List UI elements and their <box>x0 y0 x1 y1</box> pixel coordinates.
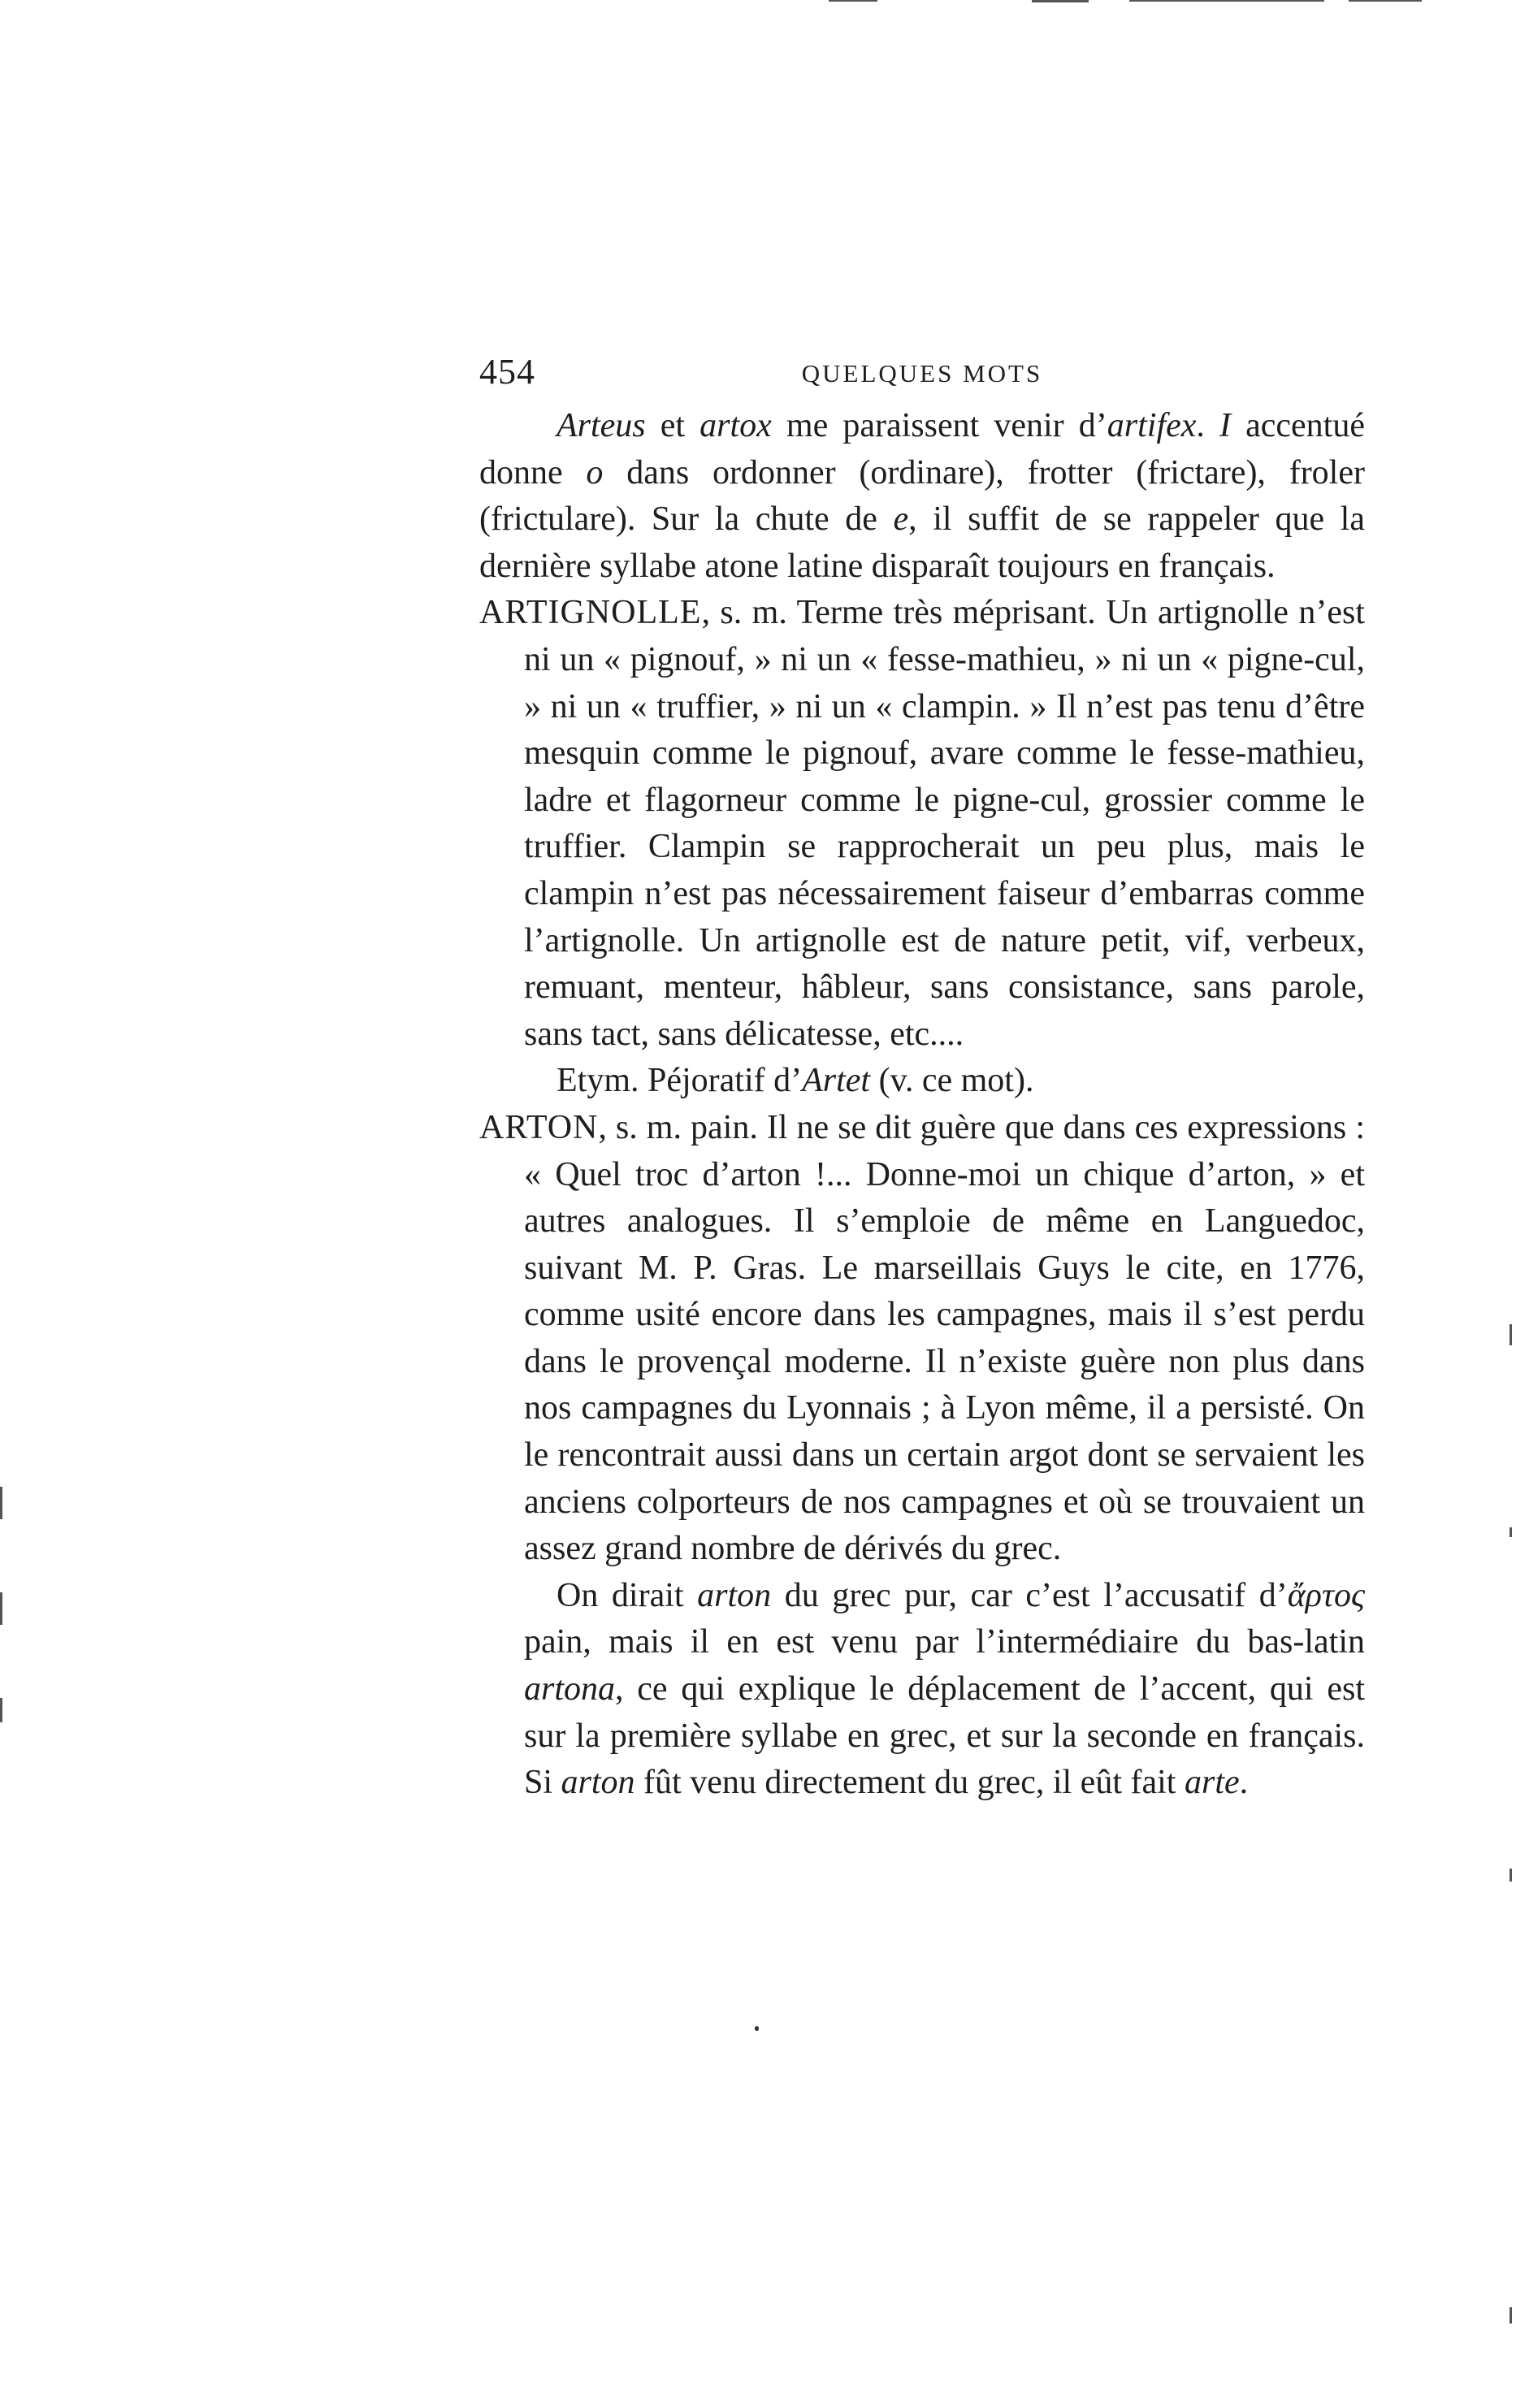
scan-artifact <box>1349 0 1422 2</box>
paragraph-arton-origin <box>479 1573 1365 1807</box>
entry-headword: ARTON <box>479 1108 599 1146</box>
scan-artifact <box>0 1698 2 1722</box>
scan-artifact <box>0 1592 2 1625</box>
text-run: , ce qui explique le déplacement de l’accent, qui est sur la première syllabe en grec, et sur la seconde en français. Si <box>524 1670 1365 1802</box>
italic-word: e <box>893 500 909 539</box>
italic-word: arte <box>1184 1764 1240 1802</box>
greek-word: ἄρτος <box>1287 1576 1366 1614</box>
scan-artifact <box>1510 1869 1512 1882</box>
italic-word: I <box>1219 407 1232 444</box>
entry-headword: ARTIGNOLLE <box>479 594 702 632</box>
text-run: fût venu directement du grec, il eût fait <box>635 1764 1185 1802</box>
entry-definition: , s. m. pain. Il ne se dit guère que dans ces expressions : « Quel troc d’arton !... Donne-moi un chique d’arton, » et autres analogues. Il s’emploie de même en Languedoc, suivant M. P. Gras. Le marseillais Guys le cite, en 1776, comme usité encore dans les campagnes, mais il s’est perdu dans le provençal moderne. Il n’existe guère non plus dans nos campagnes du Lyonnais ; à Lyon même, il a persisté. On le rencontrait aussi dans un certain argot dont se servaient les anciens colporteurs de nos campagnes et où se trouvaient un assez grand nombre de dérivés du grec. <box>524 1108 1365 1568</box>
scan-artifact <box>1129 0 1324 2</box>
dictionary-entry-artignolle <box>479 590 1365 1058</box>
entry-definition: , s. m. Terme très méprisant. Un artignolle n’est ni un « pignouf, » ni un « fesse-mathieu, » ni un « pigne-cul, » ni un « truffier, » ni un « clampin. » Il n’est pas tenu d’être mesquin comme le pignouf, avare comme le fesse-mathieu, ladre et flagorneur comme le pigne-cul, grossier comme le truffier. Clampin se rapprocherait un peu plus, mais le clampin n’est pas nécessairement faiseur d’embarras comme l’artignolle. Un artignolle est de nature petit, vif, verbeux, remuant, menteur, hâbleur, sans consistance, sans parole, sans tact, sans délicatesse, etc.... <box>524 594 1365 1053</box>
text-run: (v. ce mot). <box>870 1062 1034 1100</box>
text-run: et <box>645 407 700 444</box>
text-run: du grec pur, car c’est l’accusatif d’ <box>771 1576 1288 1614</box>
scan-artifact <box>829 0 877 2</box>
italic-word: arton <box>697 1576 772 1614</box>
scan-artifact <box>1510 2307 1512 2324</box>
page-number: 454 <box>479 352 535 392</box>
scan-artifact <box>1032 0 1089 2</box>
scan-artifact <box>0 1487 2 1519</box>
text-run: Etym. Péjoratif d’ <box>557 1062 803 1100</box>
text-run: pain, mais il en est venu par l’intermédiaire du bas-latin <box>524 1623 1365 1661</box>
text-run: , il suffit de se rappeler que la dernière syllabe atone latine disparaît toujours en français. <box>479 500 1365 585</box>
italic-word: artona <box>524 1670 616 1709</box>
italic-word: artifex <box>1107 407 1197 444</box>
scan-artifact <box>1510 1527 1512 1537</box>
text-run: . <box>1239 1764 1249 1802</box>
text-run: accentué donne <box>479 407 1365 492</box>
text-run: dans ordonner (ordinare), frotter (frictare), froler (frictulare). Sur la chute de <box>479 453 1365 539</box>
running-title: QUELQUES MOTS <box>801 359 1043 388</box>
italic-word: arton <box>561 1764 635 1802</box>
dictionary-entry-arton <box>479 1105 1365 1573</box>
italic-word: Artet <box>802 1062 871 1100</box>
text-run: . <box>1196 407 1220 444</box>
body-text <box>479 403 1365 1807</box>
page-header <box>479 351 1365 400</box>
italic-word: o <box>586 453 604 492</box>
italic-word: artox <box>700 407 772 444</box>
ink-dot <box>755 2026 759 2031</box>
text-run: me paraissent venir d’ <box>771 407 1107 444</box>
italic-word: Arteus <box>557 407 646 444</box>
scan-artifact <box>1510 1324 1512 1345</box>
entry-etymology <box>479 1058 1365 1105</box>
text-run: On dirait <box>557 1576 698 1614</box>
paragraph-etymology-note <box>479 403 1365 590</box>
